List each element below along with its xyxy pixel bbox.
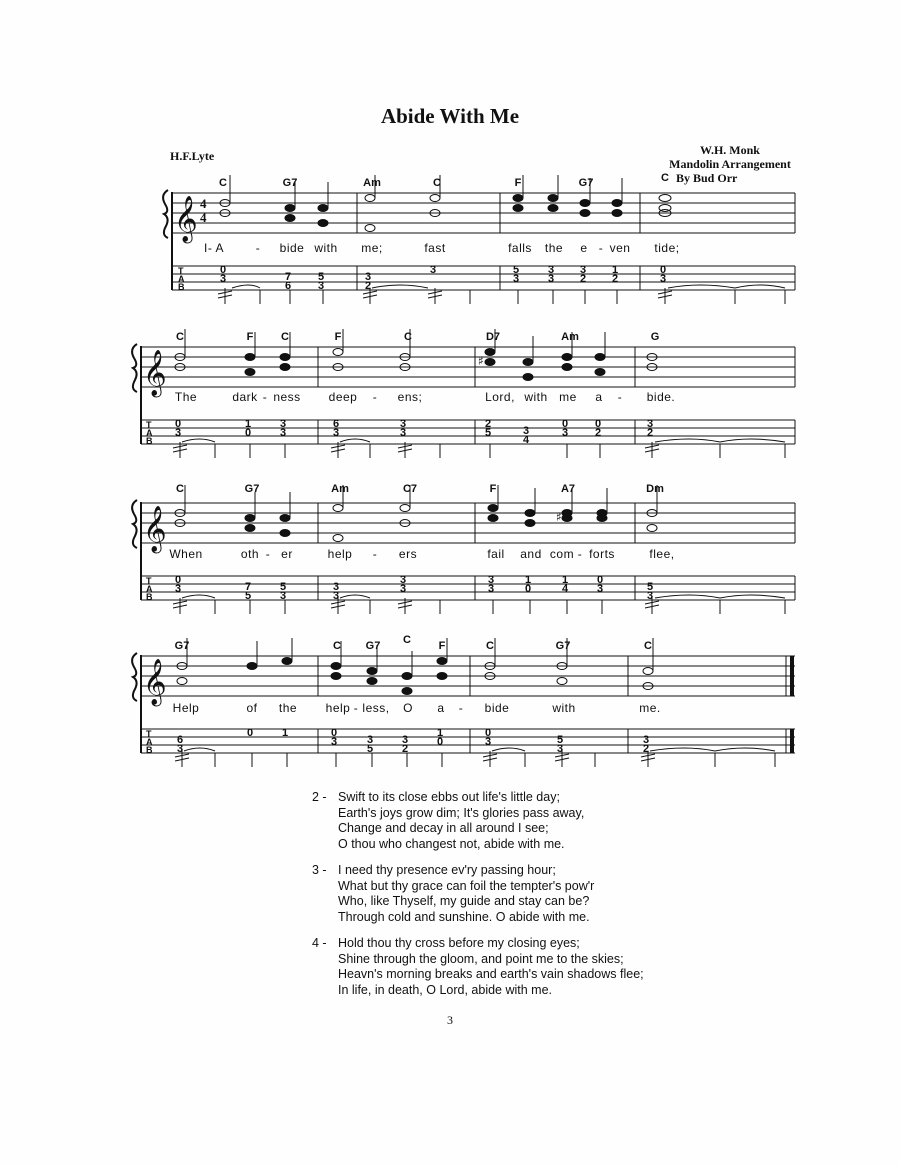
chord-symbol: C7 bbox=[402, 483, 418, 495]
lyric-syllable: - bbox=[372, 547, 378, 561]
lyric-syllable: ven bbox=[609, 241, 631, 255]
verse-line: Earth's joys grow dim; It's glories pass away, bbox=[338, 805, 585, 820]
tab-fret-numbers: 7 5 bbox=[245, 581, 252, 602]
tab-fret-numbers: 3 3 bbox=[488, 574, 495, 595]
tab-fret-numbers: 5 3 bbox=[513, 264, 520, 285]
composer-credit: W.H. Monk bbox=[700, 143, 760, 157]
lyric-syllable: - bbox=[372, 390, 378, 404]
lyric-syllable: - bbox=[598, 241, 604, 255]
lyric-syllable: Lord, bbox=[485, 390, 515, 404]
svg-text:T: T bbox=[178, 266, 184, 276]
lyric-syllable: dark bbox=[232, 390, 258, 404]
lyric-syllable: deep bbox=[328, 390, 358, 404]
song-title: Abide With Me bbox=[380, 104, 520, 128]
verse-line: Through cold and sunshine. O abide with me. bbox=[338, 909, 590, 924]
tab-fret-numbers: 3 2 bbox=[365, 271, 372, 292]
lyric-syllable: e bbox=[580, 241, 588, 255]
chord-symbol: G7 bbox=[555, 640, 571, 652]
lyric-syllable: When bbox=[169, 547, 203, 561]
chord-symbol: F bbox=[334, 331, 342, 343]
tab-fret-numbers: 0 3 bbox=[660, 264, 667, 285]
lyric-syllable: - bbox=[458, 701, 464, 715]
svg-text:B: B bbox=[146, 592, 153, 602]
verse-line: Swift to its close ebbs out life's little day; bbox=[338, 790, 560, 804]
verse-line: Change and decay in all around I see; bbox=[338, 821, 549, 835]
chord-symbol: Am bbox=[363, 177, 381, 189]
staff-notation bbox=[0, 324, 900, 459]
tab-fret-numbers: 0 3 bbox=[175, 418, 182, 439]
lyric-syllable: the bbox=[544, 241, 564, 255]
svg-text:T: T bbox=[146, 729, 152, 739]
lyric-syllable: ers bbox=[398, 547, 418, 561]
svg-text:T: T bbox=[146, 576, 152, 586]
chord-symbol: G7 bbox=[282, 177, 298, 189]
lyric-syllable: - bbox=[255, 241, 261, 255]
chord-symbol: Am bbox=[561, 331, 579, 343]
lyric-syllable: falls bbox=[508, 241, 532, 255]
lyric-syllable: with bbox=[314, 241, 338, 255]
music-system-1 bbox=[0, 170, 900, 330]
lyric-syllable: bide. bbox=[646, 390, 676, 404]
chord-symbol: C bbox=[644, 640, 652, 652]
tab-fret-numbers: 5 3 bbox=[318, 271, 325, 292]
chord-symbol: D7 bbox=[485, 331, 501, 343]
verse-line: I need thy presence ev'ry passing hour; bbox=[338, 863, 556, 877]
tab-fret-numbers: 3 bbox=[430, 264, 437, 276]
lyric-syllable: O bbox=[403, 701, 413, 715]
svg-text:4: 4 bbox=[200, 210, 207, 225]
chord-symbol: G7 bbox=[365, 640, 381, 652]
verse-line: In life, in death, O Lord, abide with me. bbox=[338, 982, 553, 997]
tab-fret-numbers: 0 3 bbox=[597, 574, 604, 595]
chord-symbol: C bbox=[486, 640, 494, 652]
page-number: 3 bbox=[447, 1013, 453, 1027]
svg-text:B: B bbox=[178, 282, 185, 292]
verse-line: Shine through the gloom, and point me to the skies; bbox=[338, 951, 624, 966]
lyric-syllable: flee, bbox=[649, 547, 675, 561]
svg-text:♯: ♯ bbox=[556, 510, 562, 524]
tab-fret-numbers: 1 0 bbox=[525, 574, 532, 595]
svg-text:A: A bbox=[146, 428, 153, 438]
lyric-syllable: less, bbox=[362, 701, 390, 715]
chord-symbol: G bbox=[650, 331, 660, 343]
arranger-credit: By Bud Orr bbox=[676, 171, 738, 185]
chord-symbol: G7 bbox=[174, 640, 190, 652]
lyric-syllable: help bbox=[327, 547, 353, 561]
tab-fret-numbers: 0 3 bbox=[220, 264, 227, 285]
lyric-syllable: and bbox=[520, 547, 542, 561]
tab-fret-numbers: 3 3 bbox=[548, 264, 555, 285]
tab-fret-numbers: 3 4 bbox=[523, 425, 530, 446]
lyric-syllable: me bbox=[559, 390, 577, 404]
tab-fret-numbers: 0 3 bbox=[331, 727, 338, 748]
svg-text:♯: ♯ bbox=[478, 354, 484, 368]
lyric-syllable: ness bbox=[273, 390, 301, 404]
tab-fret-numbers: 1 bbox=[282, 727, 289, 739]
verse-3 bbox=[312, 863, 644, 925]
verse-number: 2 - bbox=[312, 790, 327, 804]
lyric-syllable: the bbox=[278, 701, 298, 715]
chord-symbol: C bbox=[176, 483, 184, 495]
lyric-syllable: tide; bbox=[654, 241, 680, 255]
lyric-syllable: a bbox=[595, 390, 603, 404]
lyric-syllable: with bbox=[524, 390, 548, 404]
tab-fret-numbers: 0 3 bbox=[175, 574, 182, 595]
tab-fret-numbers: 3 5 bbox=[367, 734, 374, 755]
verse-line: Heavn's morning breaks and earth's vain shadows flee; bbox=[338, 967, 644, 981]
tab-fret-numbers: 5 3 bbox=[557, 734, 564, 755]
tab-fret-numbers: 7 6 bbox=[285, 271, 292, 292]
tab-fret-numbers: 6 3 bbox=[177, 734, 184, 755]
chord-symbol: F bbox=[489, 483, 497, 495]
tab-fret-numbers: 0 bbox=[247, 727, 254, 739]
lyric-syllable: me; bbox=[361, 241, 383, 255]
verse-line: O thou who changest not, abide with me. bbox=[338, 836, 565, 851]
tab-fret-numbers: 3 3 bbox=[280, 418, 287, 439]
treble-clef-icon: 𝄞 bbox=[143, 350, 167, 396]
tab-fret-numbers: 3 2 bbox=[580, 264, 587, 285]
verse-line: Who, like Thyself, my guide and stay can be? bbox=[338, 894, 590, 908]
svg-text:A: A bbox=[146, 584, 153, 594]
verse-2 bbox=[312, 790, 644, 852]
tab-fret-numbers: 1 2 bbox=[612, 264, 619, 285]
chord-symbol: G7 bbox=[244, 483, 260, 495]
staff-notation bbox=[0, 170, 900, 305]
tab-fret-numbers: 5 3 bbox=[647, 581, 654, 602]
treble-clef-icon: 𝄞 bbox=[143, 659, 167, 705]
chord-symbol: Am bbox=[331, 483, 349, 495]
tab-fret-numbers: 3 3 bbox=[333, 581, 340, 602]
chord-symbol: C bbox=[219, 177, 227, 189]
svg-text:4: 4 bbox=[200, 196, 207, 211]
chord-symbol: F bbox=[246, 331, 254, 343]
lyric-syllable: bide bbox=[279, 241, 305, 255]
lyric-syllable: er bbox=[281, 547, 293, 561]
verse-4 bbox=[312, 936, 644, 998]
lyric-syllable: - bbox=[265, 547, 271, 561]
lyric-syllable: com bbox=[549, 547, 575, 561]
tab-fret-numbers: 1 4 bbox=[562, 574, 569, 595]
tab-fret-numbers: 3 2 bbox=[647, 418, 654, 439]
lyric-syllable: bide bbox=[484, 701, 510, 715]
verse-line: Hold thou thy cross before my closing eyes; bbox=[338, 936, 580, 950]
music-system-3 bbox=[0, 480, 900, 640]
chord-symbol: C bbox=[176, 331, 184, 343]
lyric-syllable: Help bbox=[172, 701, 200, 715]
chord-symbol: C bbox=[433, 177, 441, 189]
tab-fret-numbers: 6 3 bbox=[333, 418, 340, 439]
svg-text:A: A bbox=[146, 737, 153, 747]
tab-fret-numbers: 0 3 bbox=[485, 727, 492, 748]
svg-text:A: A bbox=[178, 274, 185, 284]
svg-text:T: T bbox=[146, 420, 152, 430]
verse-number: 4 - bbox=[312, 936, 327, 950]
additional-verses bbox=[312, 790, 644, 1009]
verse-line: What but thy grace can foil the tempter's pow'r bbox=[338, 878, 595, 893]
chord-symbol: F bbox=[438, 640, 446, 652]
chord-symbol: C bbox=[661, 172, 669, 184]
lyric-syllable: forts bbox=[589, 547, 615, 561]
chord-symbol: A7 bbox=[560, 483, 576, 495]
treble-clef-icon: 𝄞 bbox=[174, 196, 198, 242]
tab-fret-numbers: 0 3 bbox=[562, 418, 569, 439]
chord-symbol: G7 bbox=[578, 177, 594, 189]
lyric-syllable: fast bbox=[424, 241, 446, 255]
lyric-syllable: - bbox=[353, 701, 359, 715]
tab-fret-numbers: 0 2 bbox=[595, 418, 602, 439]
lyric-syllable: - bbox=[617, 390, 623, 404]
treble-clef-icon: 𝄞 bbox=[143, 506, 167, 552]
tab-fret-numbers: 1 0 bbox=[437, 727, 444, 748]
lyric-syllable: with bbox=[552, 701, 576, 715]
music-system-4 bbox=[0, 633, 900, 793]
tab-fret-numbers: 1 0 bbox=[245, 418, 252, 439]
verse-number: 3 - bbox=[312, 863, 327, 877]
lyric-syllable: I- A bbox=[203, 241, 225, 255]
lyric-syllable: The bbox=[174, 390, 198, 404]
chord-symbol: Dm bbox=[646, 483, 664, 495]
lyric-syllable: - bbox=[577, 547, 583, 561]
lyric-syllable: - bbox=[262, 390, 268, 404]
tab-fret-numbers: 3 2 bbox=[402, 734, 409, 755]
lyric-syllable: oth bbox=[240, 547, 260, 561]
staff-notation bbox=[0, 480, 900, 615]
lyric-syllable: ens; bbox=[397, 390, 423, 404]
arrangement-credit: Mandolin Arrangement bbox=[669, 157, 791, 171]
staff-notation bbox=[0, 633, 900, 768]
music-system-2 bbox=[0, 324, 900, 484]
lyric-syllable: me. bbox=[639, 701, 661, 715]
tab-fret-numbers: 2 5 bbox=[485, 418, 492, 439]
lyric-syllable: help bbox=[325, 701, 351, 715]
tab-fret-numbers: 3 2 bbox=[643, 734, 650, 755]
svg-text:B: B bbox=[146, 436, 153, 446]
tab-fret-numbers: 3 3 bbox=[400, 418, 407, 439]
chord-symbol: C bbox=[333, 640, 341, 652]
lyric-syllable: a bbox=[437, 701, 445, 715]
chord-symbol: C bbox=[403, 634, 411, 646]
chord-symbol: C bbox=[281, 331, 289, 343]
lyric-syllable: of bbox=[246, 701, 258, 715]
tab-fret-numbers: 5 3 bbox=[280, 581, 287, 602]
chord-symbol: F bbox=[514, 177, 522, 189]
tab-fret-numbers: 3 3 bbox=[400, 574, 407, 595]
lyric-syllable: fail bbox=[487, 547, 505, 561]
lyricist-credit: H.F.Lyte bbox=[170, 149, 215, 163]
chord-symbol: C bbox=[404, 331, 412, 343]
svg-text:B: B bbox=[146, 745, 153, 755]
